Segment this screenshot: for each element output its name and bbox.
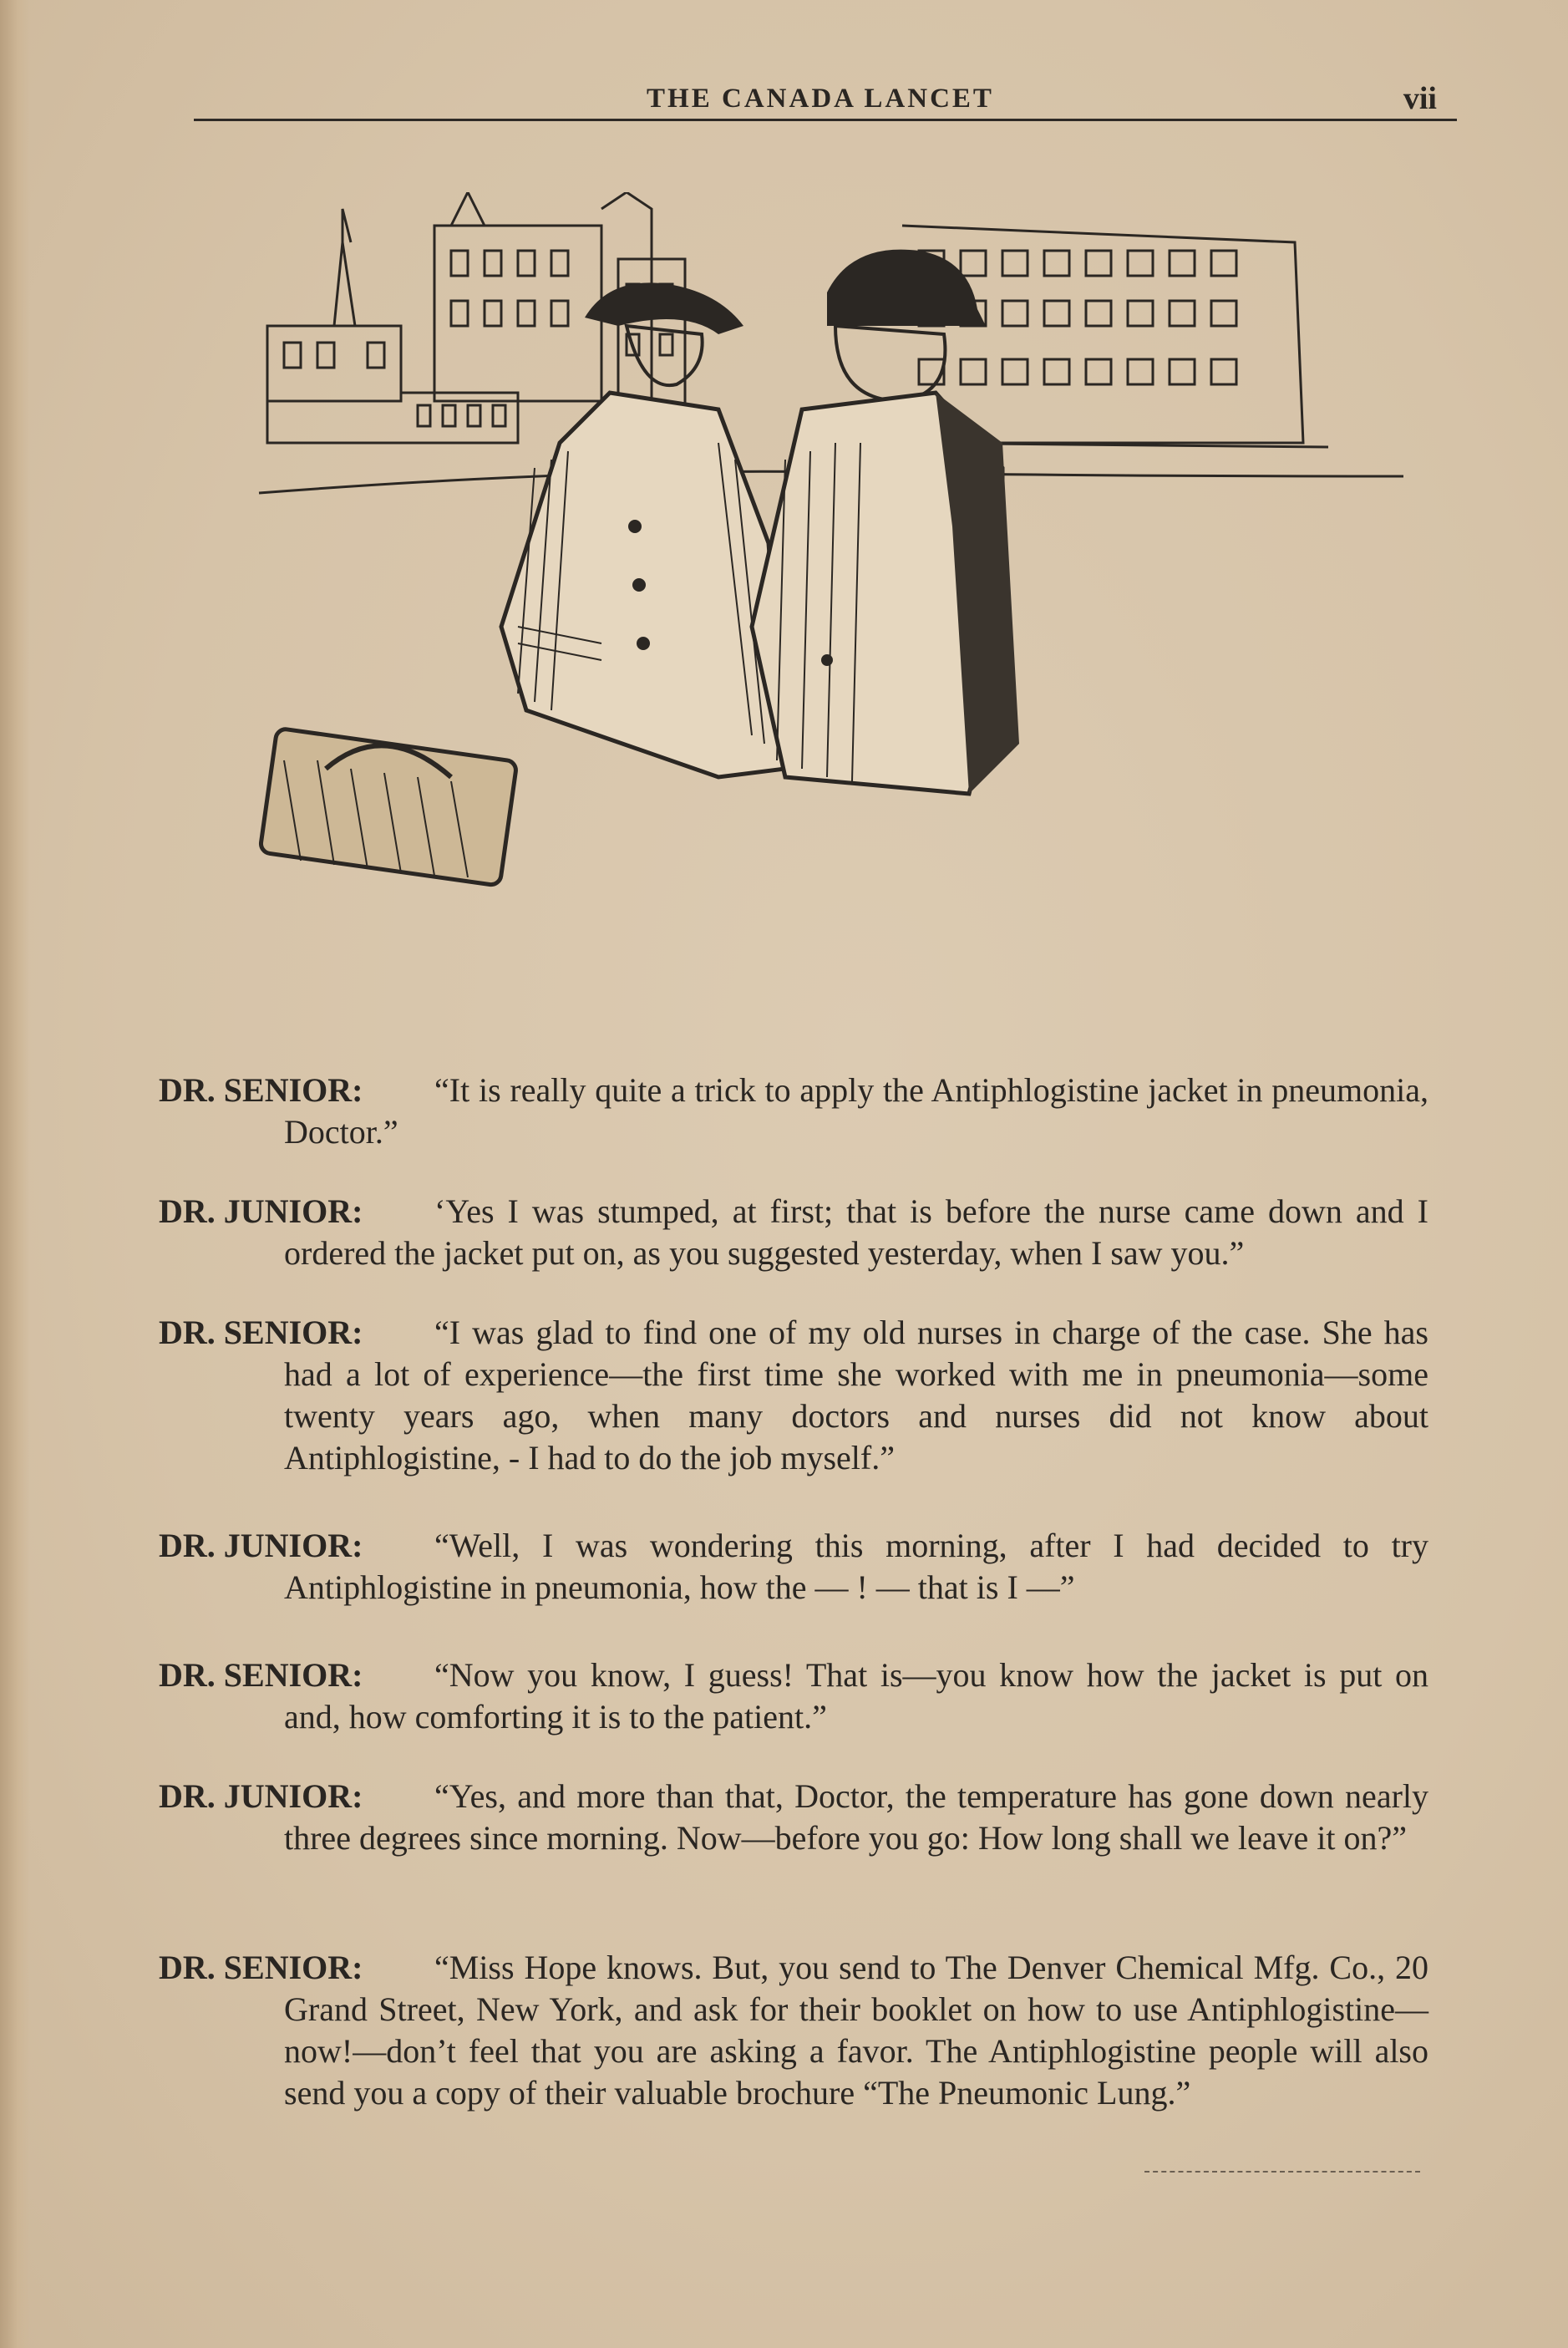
speaker-label: DR. JUNIOR: — [159, 1777, 363, 1815]
two-doctors-illustration — [251, 192, 1420, 1028]
speech-text: “Miss Hope knows. But, you send to The Denver Chemical Mfg. Co., 20 Grand Street, New York, and ask for their booklet on how to use Antiphlogistine—now!—don’t feel that you are asking a favor. The Antiphlogistine people will also send you a copy of their valuable brochure “The Pneumonic Lung.” — [284, 1949, 1428, 2112]
speech-text: “I was glad to find one of my old nurses in charge of the case. She has had a lot of experience—the first time she worked with me in pneumonia—some twenty years ago, when many doctors and nurses did not know about Antiphlogistine, - I had to do the job myself.” — [284, 1314, 1428, 1476]
church-building — [267, 209, 518, 443]
speech-text: “Yes, and more than that, Doctor, the temperature has gone down nearly three degrees since morning. Now—before you go: How long shall we leave it on?” — [284, 1777, 1428, 1857]
running-header — [194, 80, 1457, 130]
page-number: vii — [1403, 81, 1437, 116]
speech-text: “Now you know, I guess! That is—you know how the jacket is put on and, how comforting it is to the patient.” — [284, 1656, 1428, 1736]
dialogue-section — [159, 1070, 1428, 2173]
speech-text: “Well, I was wondering this morning, after I had decided to try Antiphlogistine in pneumonia, how the — ! — that is I —” — [284, 1527, 1428, 1606]
speaker-label: DR. SENIOR: — [159, 1656, 363, 1694]
speaker-label: DR. JUNIOR: — [159, 1192, 363, 1230]
speaker-label: DR. SENIOR: — [159, 1949, 363, 1986]
senior-doctor-figure — [752, 250, 1019, 794]
speaker-label: DR. JUNIOR: — [159, 1527, 363, 1564]
speaker-label: DR. SENIOR: — [159, 1314, 363, 1351]
header-rule — [194, 119, 1457, 121]
speaker-label: DR. SENIOR: — [159, 1071, 363, 1109]
closing-rule — [1144, 2171, 1420, 2174]
long-building — [902, 226, 1328, 447]
page-binding-edge — [0, 0, 30, 2348]
doctor-bag-icon — [260, 728, 517, 886]
junior-doctor-figure — [260, 282, 785, 886]
journal-title: THE CANADA LANCET — [647, 84, 994, 114]
speech-text: ‘Yes I was stumped, at first; that is before the nurse came down and I ordered the jacket put on, as you suggested yesterday, when I saw you.” — [284, 1192, 1428, 1272]
speech-text: “It is really quite a trick to apply the Antiphlogistine jacket in pneumonia, Doctor.” — [284, 1071, 1428, 1151]
